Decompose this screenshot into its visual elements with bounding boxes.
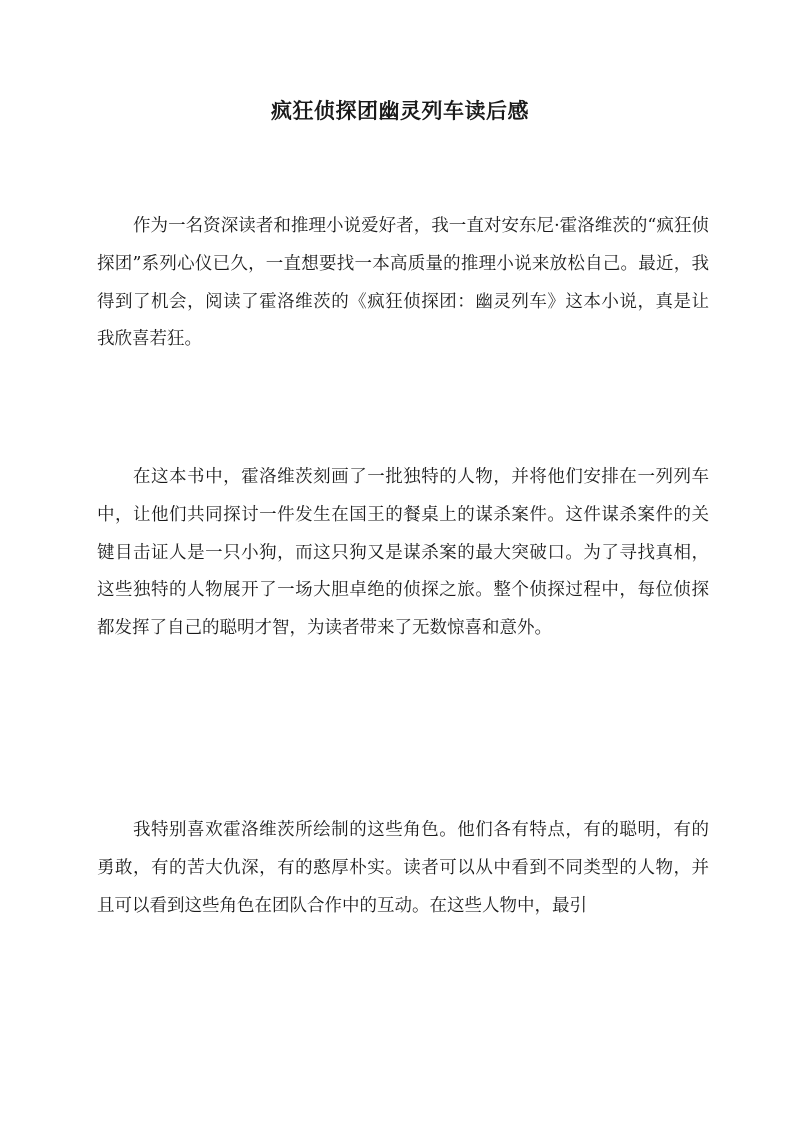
paragraph: 在这本书中，霍洛维茨刻画了一批独特的人物，并将他们安排在一列列车中，让他们共同探讨一件发生在国王的餐桌上的谋杀案件。这件谋杀案件的关键目击证人是一只小狗，而这只狗又是谋杀案的最大突破口。为了寻找真相，这些独特的人物展开了一场大胆卓绝的侦探之旅。整个侦探过程中，每位侦探都发挥了自己的聪明才智，为读者带来了无数惊喜和意外。 — [97, 467, 709, 639]
paragraph: 作为一名资深读者和推理小说爱好者，我一直对安东尼·霍洛维茨的“疯狂侦探团”系列心仪已久，一直想要找一本高质量的推理小说来放松自己。最近，我得到了机会，阅读了霍洛维茨的《疯狂侦探团：幽灵列车》这本小说，真是让我欣喜若狂。 — [97, 216, 709, 350]
document-title: 疯狂侦探团幽灵列车读后感 — [271, 98, 529, 123]
paragraph: 我特别喜欢霍洛维茨所绘制的这些角色。他们各有特点，有的聪明，有的勇敢，有的苦大仇深，有的憨厚朴实。读者可以从中看到不同类型的人物，并且可以看到这些角色在团队合作中的互动。在这些人物中，最引 — [97, 820, 709, 916]
